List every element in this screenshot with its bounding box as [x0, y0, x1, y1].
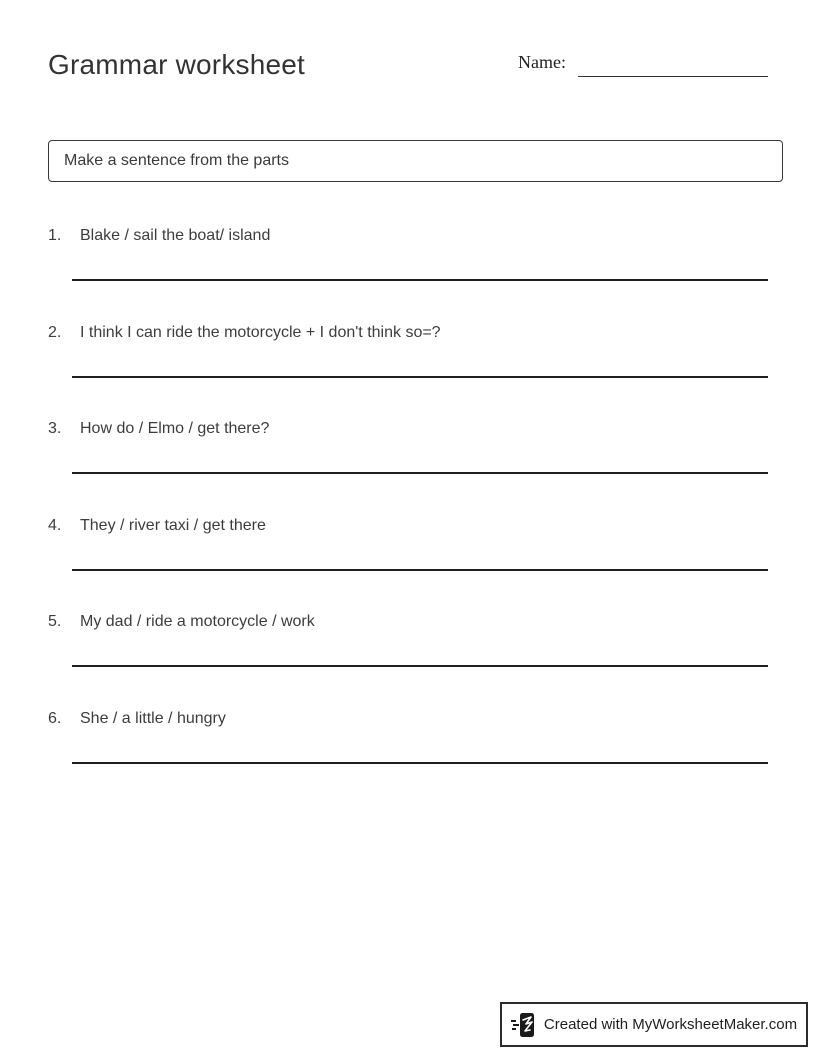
question-number: 5.	[48, 613, 62, 630]
instruction-box	[48, 140, 783, 182]
question-number: 3.	[48, 420, 62, 437]
question-text: How do / Elmo / get there?	[80, 420, 270, 437]
credit-box	[500, 1002, 808, 1047]
question-item	[48, 612, 768, 670]
question-item	[48, 709, 768, 767]
answer-line	[72, 665, 768, 667]
question-text: She / a little / hungry	[80, 710, 226, 727]
answer-line	[72, 762, 768, 764]
answer-line	[72, 569, 768, 571]
question-number: 4.	[48, 517, 62, 534]
question-number: 6.	[48, 710, 62, 727]
question-item	[48, 323, 768, 381]
question-number: 1.	[48, 227, 62, 244]
answer-line	[72, 376, 768, 378]
question-item	[48, 516, 768, 574]
question-text: My dad / ride a motorcycle / work	[80, 613, 315, 630]
answer-line	[72, 472, 768, 474]
question-text: They / river taxi / get there	[80, 517, 266, 534]
question-text: I think I can ride the motorcycle + I don't think so=?	[80, 324, 441, 341]
name-block	[518, 52, 768, 80]
question-number: 2.	[48, 324, 62, 341]
page-title: Grammar worksheet	[48, 49, 306, 80]
name-fill-line	[578, 76, 768, 77]
credit-text: Created with MyWorksheetMaker.com	[543, 1016, 798, 1033]
question-item	[48, 419, 768, 477]
name-label: Name:	[518, 52, 566, 72]
question-item	[48, 226, 768, 284]
question-text: Blake / sail the boat/ island	[80, 227, 271, 244]
instruction-text: Make a sentence from the parts	[64, 152, 289, 169]
answer-line	[72, 279, 768, 281]
flying-worksheet-icon	[511, 1011, 537, 1039]
